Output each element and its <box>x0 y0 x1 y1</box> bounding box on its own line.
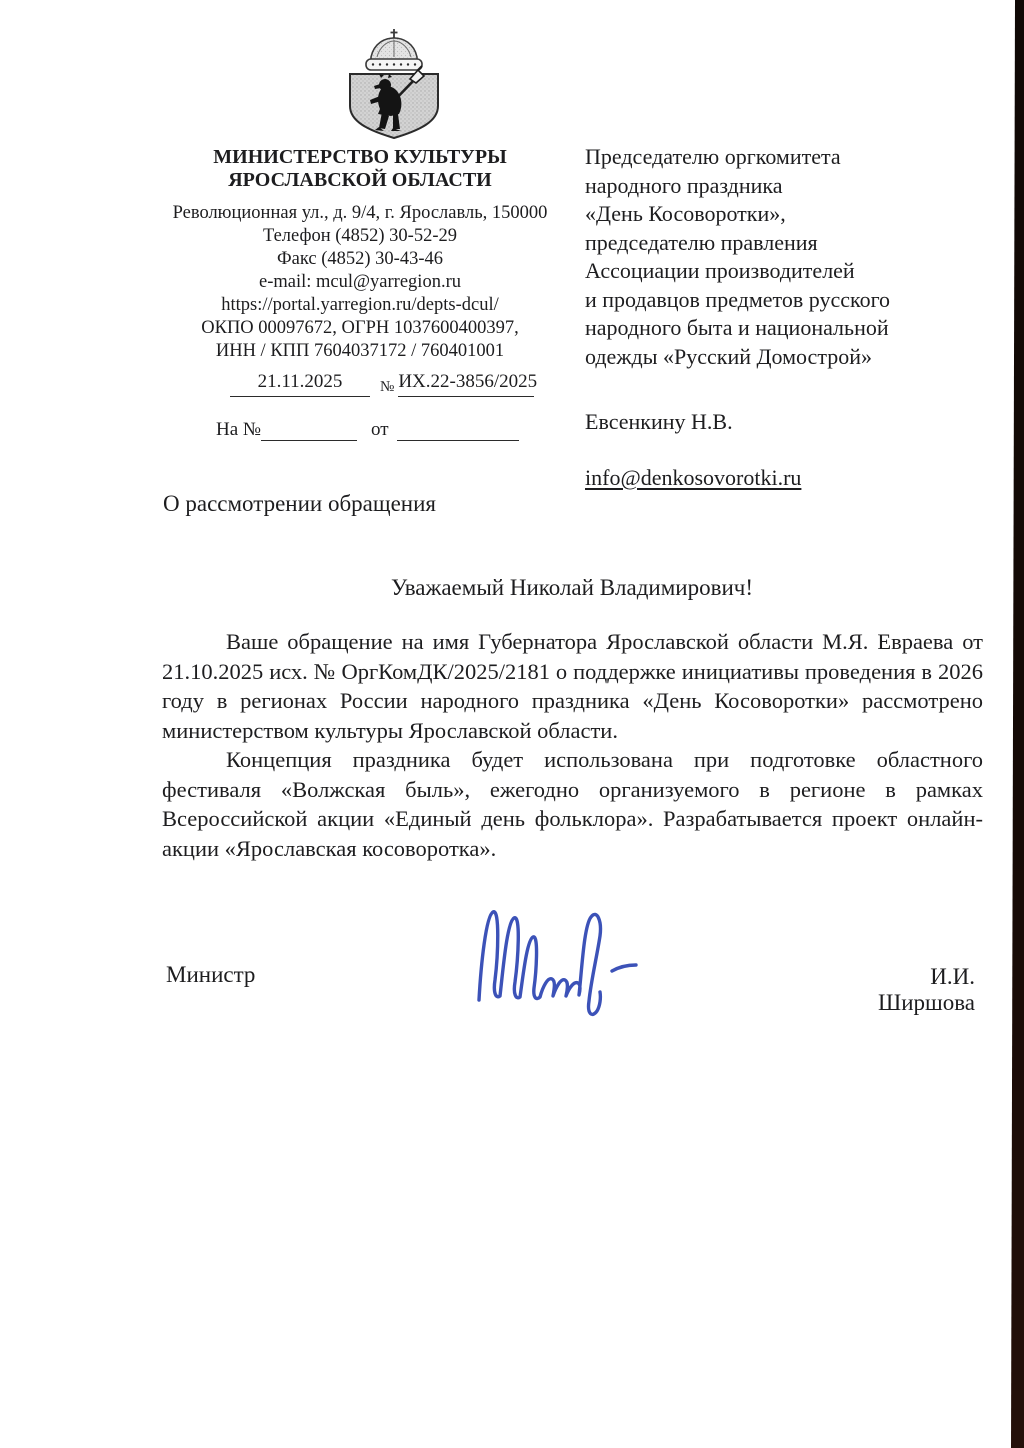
letterhead-okpo-ogrn: ОКПО 00097672, ОГРН 1037600400397, <box>201 318 519 338</box>
ministry-name-line2: ЯРОСЛАВСКОЙ ОБЛАСТИ <box>228 169 492 191</box>
letterhead <box>150 146 570 363</box>
number-sign: № <box>380 379 395 395</box>
body-paragraph-1: Ваше обращение на имя Губернатора Ярославской области М.Я. Евраева от 21.10.2025 исх. № ОргКомДК/2025/2181 о поддержке инициативы проведения в 2026 году в регионах России народного праздника «День Косоворотки» рассмотрено министерством культуры Ярославской области. <box>162 629 983 743</box>
incoming-from-label: от <box>371 419 389 440</box>
crown <box>366 38 422 70</box>
ministry-name-line1: МИНИСТЕРСТВО КУЛЬТУРЫ <box>213 146 507 168</box>
yaroslavl-coat-of-arms-icon <box>344 26 444 140</box>
recipient-line: Ассоциации производителей <box>585 258 855 283</box>
recipient-block <box>585 143 985 492</box>
recipient-email: info@denkosovorotki.ru <box>585 464 802 490</box>
incoming-date-blank <box>397 420 519 441</box>
letterhead-website: https://portal.yarregion.ru/depts-dcul/ <box>221 295 499 315</box>
letter-body <box>162 627 983 863</box>
recipient-line: председателю правления <box>585 229 818 255</box>
signer-name: И.И. Ширшова <box>878 964 975 1015</box>
outgoing-date: 21.11.2025 <box>257 371 343 392</box>
outgoing-number: ИХ.22-3856/2025 <box>398 371 538 392</box>
incoming-reference-row <box>216 419 590 441</box>
recipient-line: народного быта и национальной <box>585 315 889 340</box>
letterhead-address: Революционная ул., д. 9/4, г. Ярославль, 150000 <box>172 203 548 223</box>
recipient-line: и продавцов предметов русского <box>585 286 891 312</box>
reference-block <box>150 371 590 441</box>
handwritten-signature <box>471 894 651 1024</box>
subject-line: О рассмотрении обращения <box>163 491 436 516</box>
letterhead-email: e-mail: mcul@yarregion.ru <box>259 272 461 292</box>
recipient-line: Председателю оргкомитета <box>585 144 841 169</box>
letterhead-inn-kpp: ИНН / КПП 7604037172 / 760401001 <box>215 341 505 361</box>
letterhead-fax: Факс (4852) 30-43-46 <box>277 249 443 269</box>
greeting-line: Уважаемый Николай Владимирович! <box>391 575 753 600</box>
outgoing-reference-row <box>230 371 590 397</box>
outgoing-number-field <box>398 371 538 397</box>
recipient-line: «День Косоворотки», <box>585 201 786 226</box>
letterhead-phone: Телефон (4852) 30-52-29 <box>262 226 457 246</box>
recipient-line: одежды «Русский Домострой» <box>585 343 872 369</box>
scan-edge-artifact <box>1011 0 1024 1448</box>
incoming-number-label: На № <box>216 419 262 440</box>
body-paragraph-2: Концепция праздника будет использована при подготовке областного фестиваля «Волжская быль», ежегодно организуемого в регионе в рамках Всероссийской акции «Единый день фольклора». Разрабатывается проект онлайн-акции «Ярославская косоворотка». <box>162 747 983 861</box>
letterhead-contacts <box>150 202 570 363</box>
recipient-name: Евсенкину Н.В. <box>585 409 733 434</box>
recipient-line: народного праздника <box>585 172 783 198</box>
signer-position-title: Министр <box>166 962 256 987</box>
outgoing-date-field <box>230 371 370 397</box>
incoming-number-blank <box>261 420 357 441</box>
